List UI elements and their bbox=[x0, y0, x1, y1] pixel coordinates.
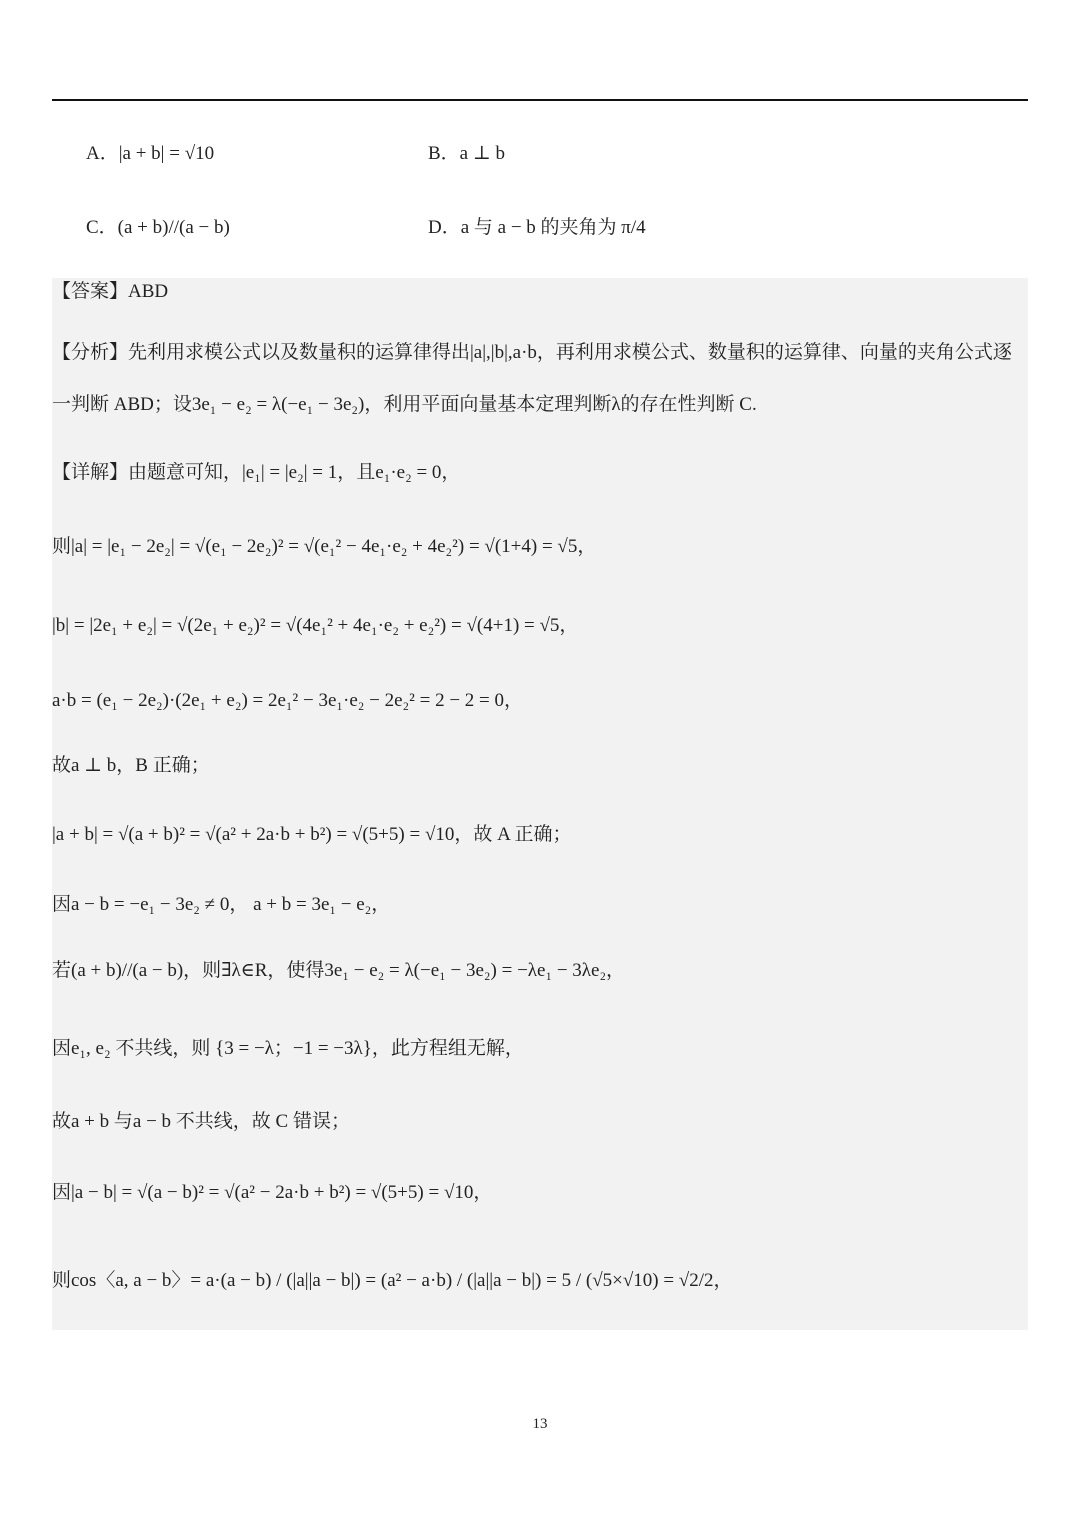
answer-line: 【答案】ABD bbox=[52, 281, 169, 302]
detail-line-12: 则cos〈a, a − b〉= a·(a − b) / (|a||a − b|) = (a² − a·b) / (|a||a − b|) = 5 / (√5×√10) = √2/2， bbox=[52, 1270, 733, 1291]
detail-line-3: |b| = |2e₁ + e₂| = √(2e₁ + e₂)² = √(4e₁² + 4e₁·e₂ + e₂²) = √(4+1) = √5， bbox=[52, 615, 579, 636]
solution-panel bbox=[52, 278, 1028, 1330]
detail-line-6: |a + b| = √(a + b)² = √(a² + 2a·b + b²) = √(5+5) = √10，故 A 正确； bbox=[52, 824, 572, 845]
analysis-line-1: 【分析】先利用求模公式以及数量积的运算律得出|a|,|b|,a·b，再利用求模公式、数量积的运算律、向量的夹角公式逐 bbox=[52, 342, 1012, 363]
detail-line-1: 【详解】由题意可知，|e₁| = |e₂| = 1，且e₁·e₂ = 0， bbox=[52, 462, 461, 483]
header-rule bbox=[52, 99, 1028, 101]
detail-line-2: 则|a| = |e₁ − 2e₂| = √(e₁ − 2e₂)² = √(e₁² − 4e₁·e₂ + 4e₂²) = √(1+4) = √5， bbox=[52, 536, 597, 557]
detail-line-7: 因a − b = −e₁ − 3e₂ ≠ 0， a + b = 3e₁ − e₂， bbox=[52, 894, 391, 915]
detail-line-8: 若(a + b)//(a − b)，则∃λ∈R，使得3e₁ − e₂ = λ(−e₁ − 3e₂) = −λe₁ − 3λe₂， bbox=[52, 960, 626, 981]
option-c: C．(a + b)//(a − b) bbox=[86, 217, 230, 238]
detail-line-10: 故a + b 与a − b 不共线，故 C 错误； bbox=[52, 1111, 350, 1132]
page-number: 13 bbox=[532, 1416, 548, 1432]
option-a: A．|a + b| = √10 bbox=[86, 143, 215, 164]
option-d: D．a 与 a − b 的夹角为 π/4 bbox=[428, 217, 646, 238]
analysis-line-2: 一判断 ABD；设3e₁ − e₂ = λ(−e₁ − 3e₂)，利用平面向量基本定理判断λ的存在性判断 C. bbox=[52, 394, 757, 415]
detail-line-9: 因e₁, e₂ 不共线，则 {3 = −λ；−1 = −3λ}，此方程组无解， bbox=[52, 1038, 524, 1059]
detail-line-4: a·b = (e₁ − 2e₂)·(2e₁ + e₂) = 2e₁² − 3e₁·e₂ − 2e₂² = 2 − 2 = 0， bbox=[52, 690, 524, 711]
detail-line-5: 故a ⊥ b，B 正确； bbox=[52, 755, 210, 776]
detail-line-11: 因|a − b| = √(a − b)² = √(a² − 2a·b + b²) = √(5+5) = √10， bbox=[52, 1182, 493, 1203]
option-b: B．a ⊥ b bbox=[428, 143, 505, 164]
